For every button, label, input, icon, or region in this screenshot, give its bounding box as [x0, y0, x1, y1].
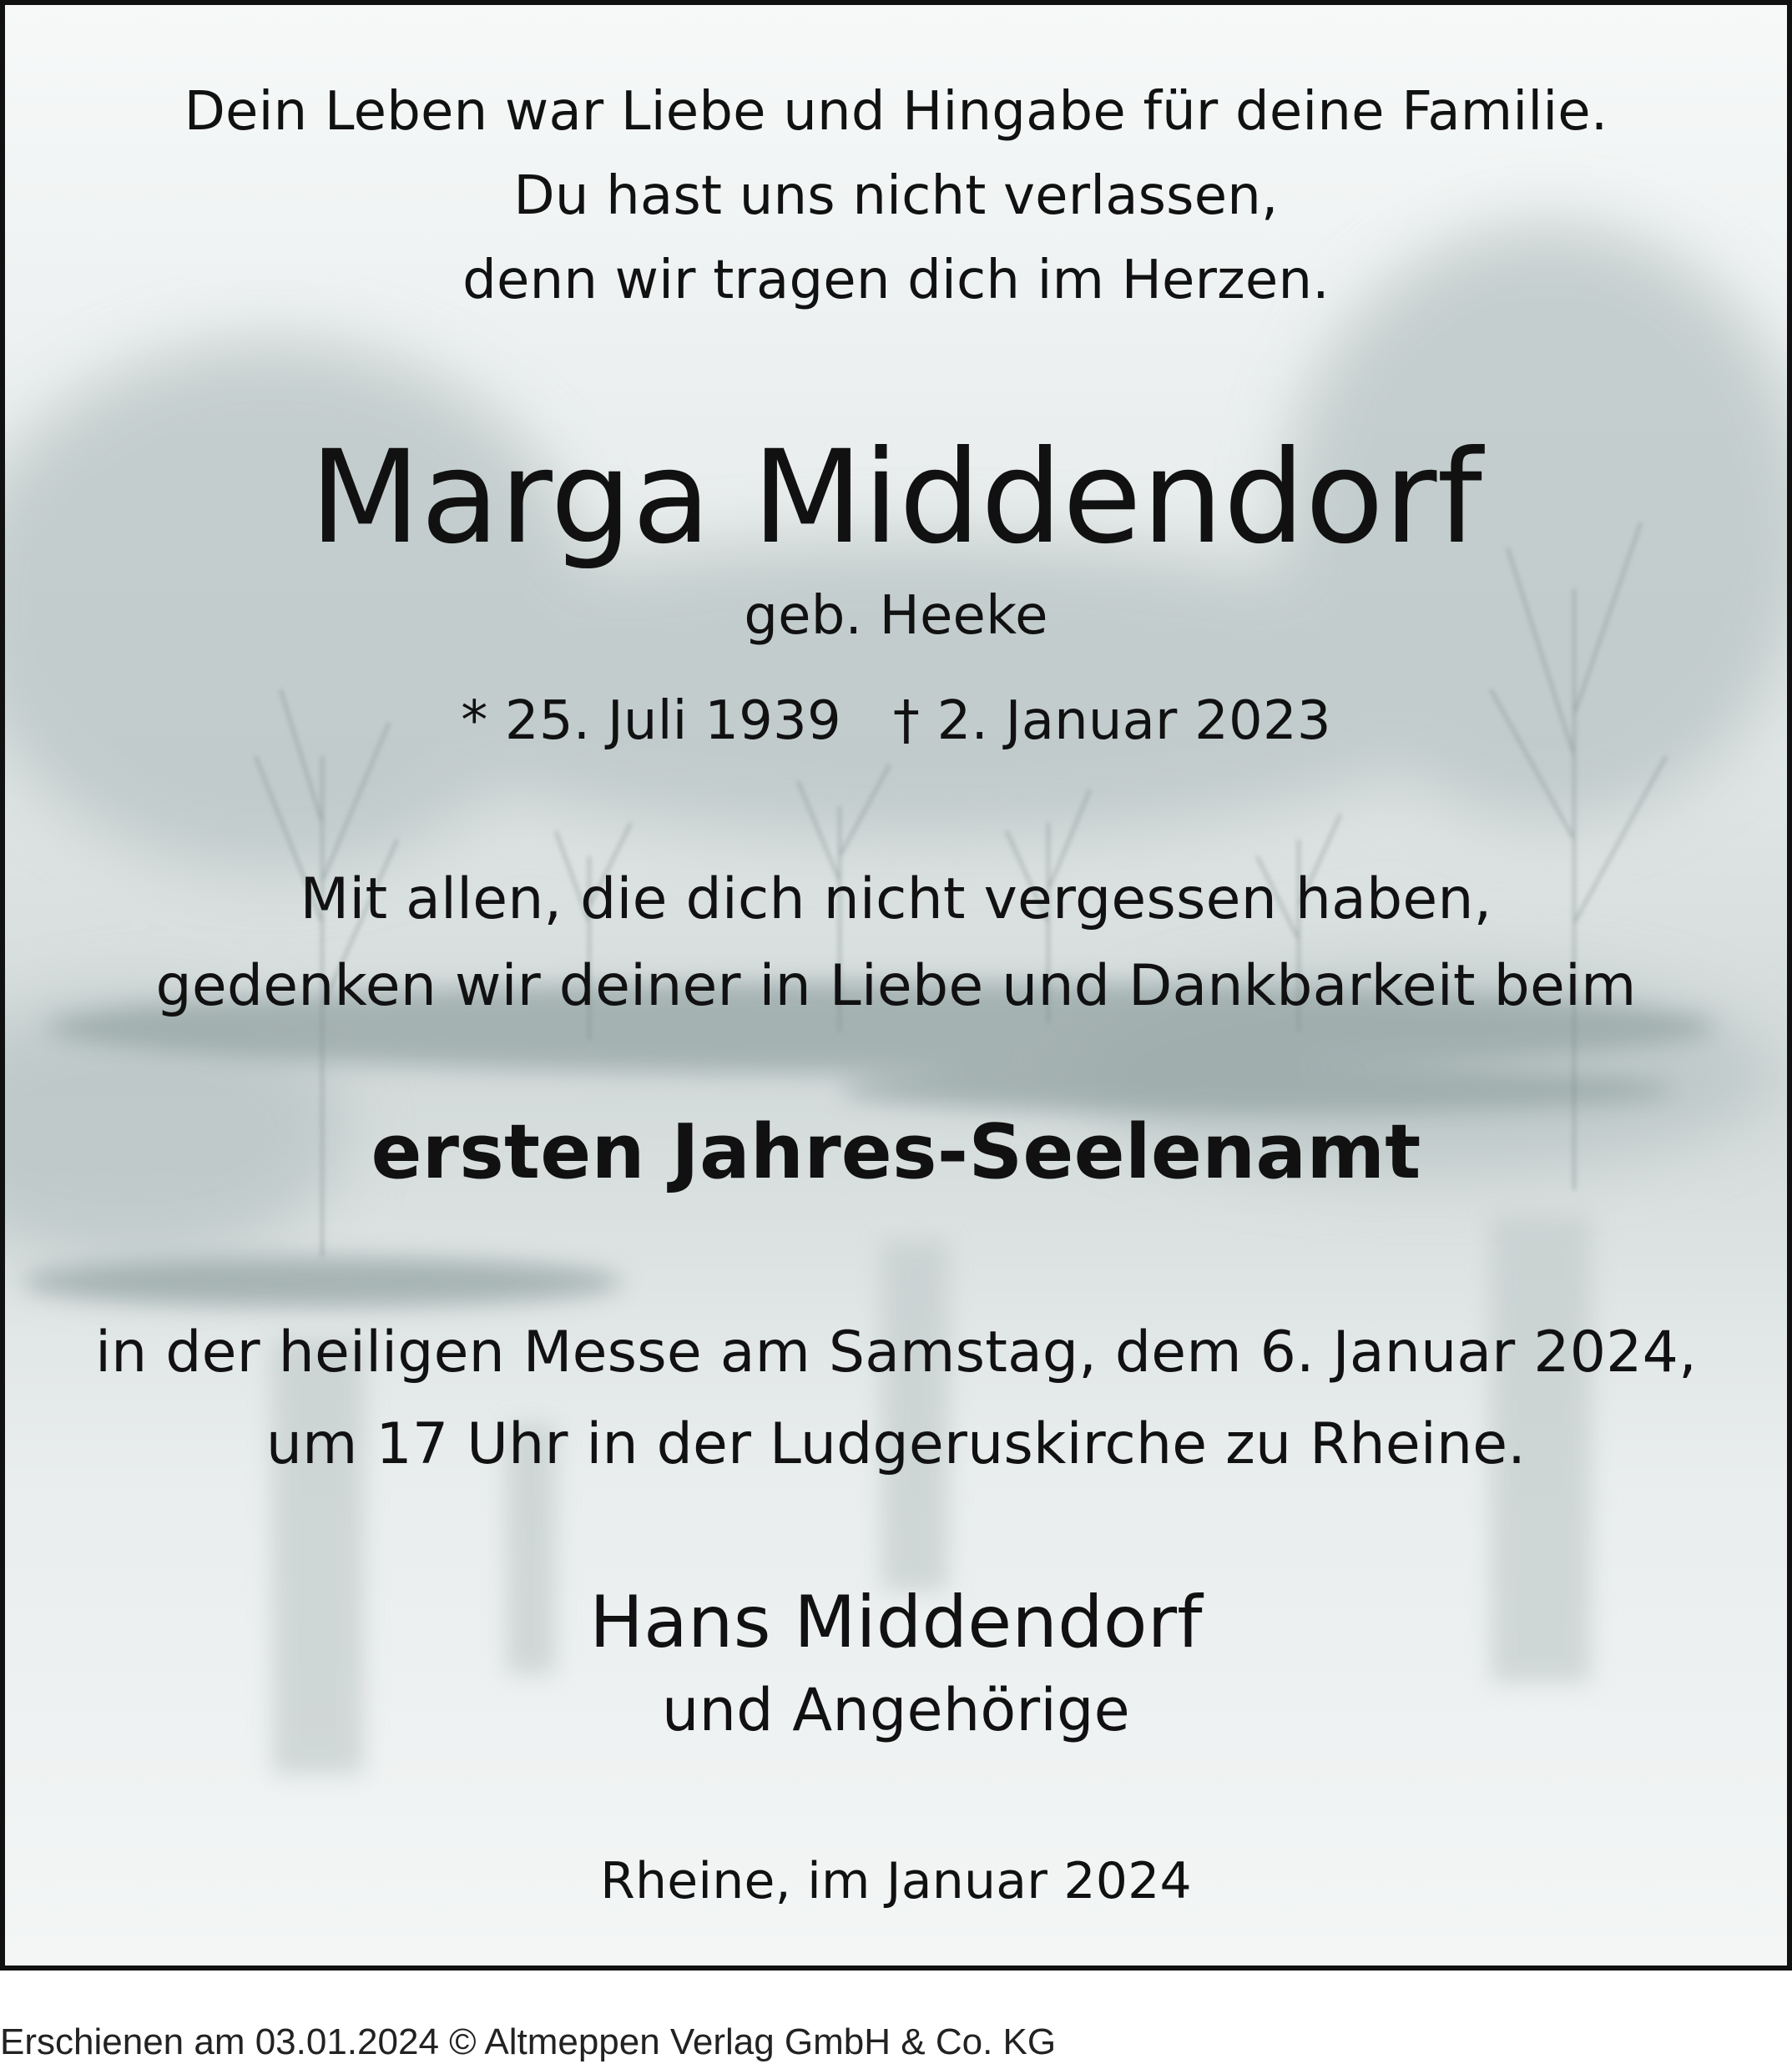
quote-line: Dein Leben war Liebe und Hingabe für deine Familie. — [184, 81, 1608, 143]
signer-name: Hans Middendorf — [589, 1581, 1203, 1664]
ceremony-title: ersten Jahres-Seelenamt — [371, 1108, 1421, 1196]
life-dates — [5, 686, 1787, 756]
birth-name: geb. Heeke — [744, 585, 1048, 647]
remembrance-line: Mit allen, die dich nicht vergessen haben, — [300, 866, 1492, 932]
quote-line: Du hast uns nicht verlassen, — [513, 165, 1279, 227]
mass-line: um 17 Uhr in der Ludgeruskirche zu Rheine. — [265, 1411, 1527, 1477]
mass-line: in der heiligen Messe am Samstag, dem 6. Januar 2024, — [95, 1320, 1697, 1385]
place-and-date: Rheine, im Januar 2024 — [600, 1852, 1192, 1910]
opening-quote — [5, 70, 1787, 323]
birth-date: * 25. Juli 1939 — [461, 690, 841, 752]
mass-details — [5, 1307, 1787, 1491]
remembrance-text — [5, 856, 1787, 1030]
death-date: † 2. Januar 2023 — [892, 690, 1331, 752]
deceased-name: Marga Middendorf — [309, 423, 1483, 573]
publication-footer: Erschienen am 03.01.2024 © Altmeppen Verlag GmbH & Co. KG — [0, 2021, 1057, 2062]
quote-line: denn wir tragen dich im Herzen. — [462, 250, 1330, 311]
remembrance-line: gedenken wir deiner in Liebe und Dankbarkeit beim — [155, 953, 1637, 1019]
relatives-line: und Angehörige — [662, 1676, 1130, 1744]
